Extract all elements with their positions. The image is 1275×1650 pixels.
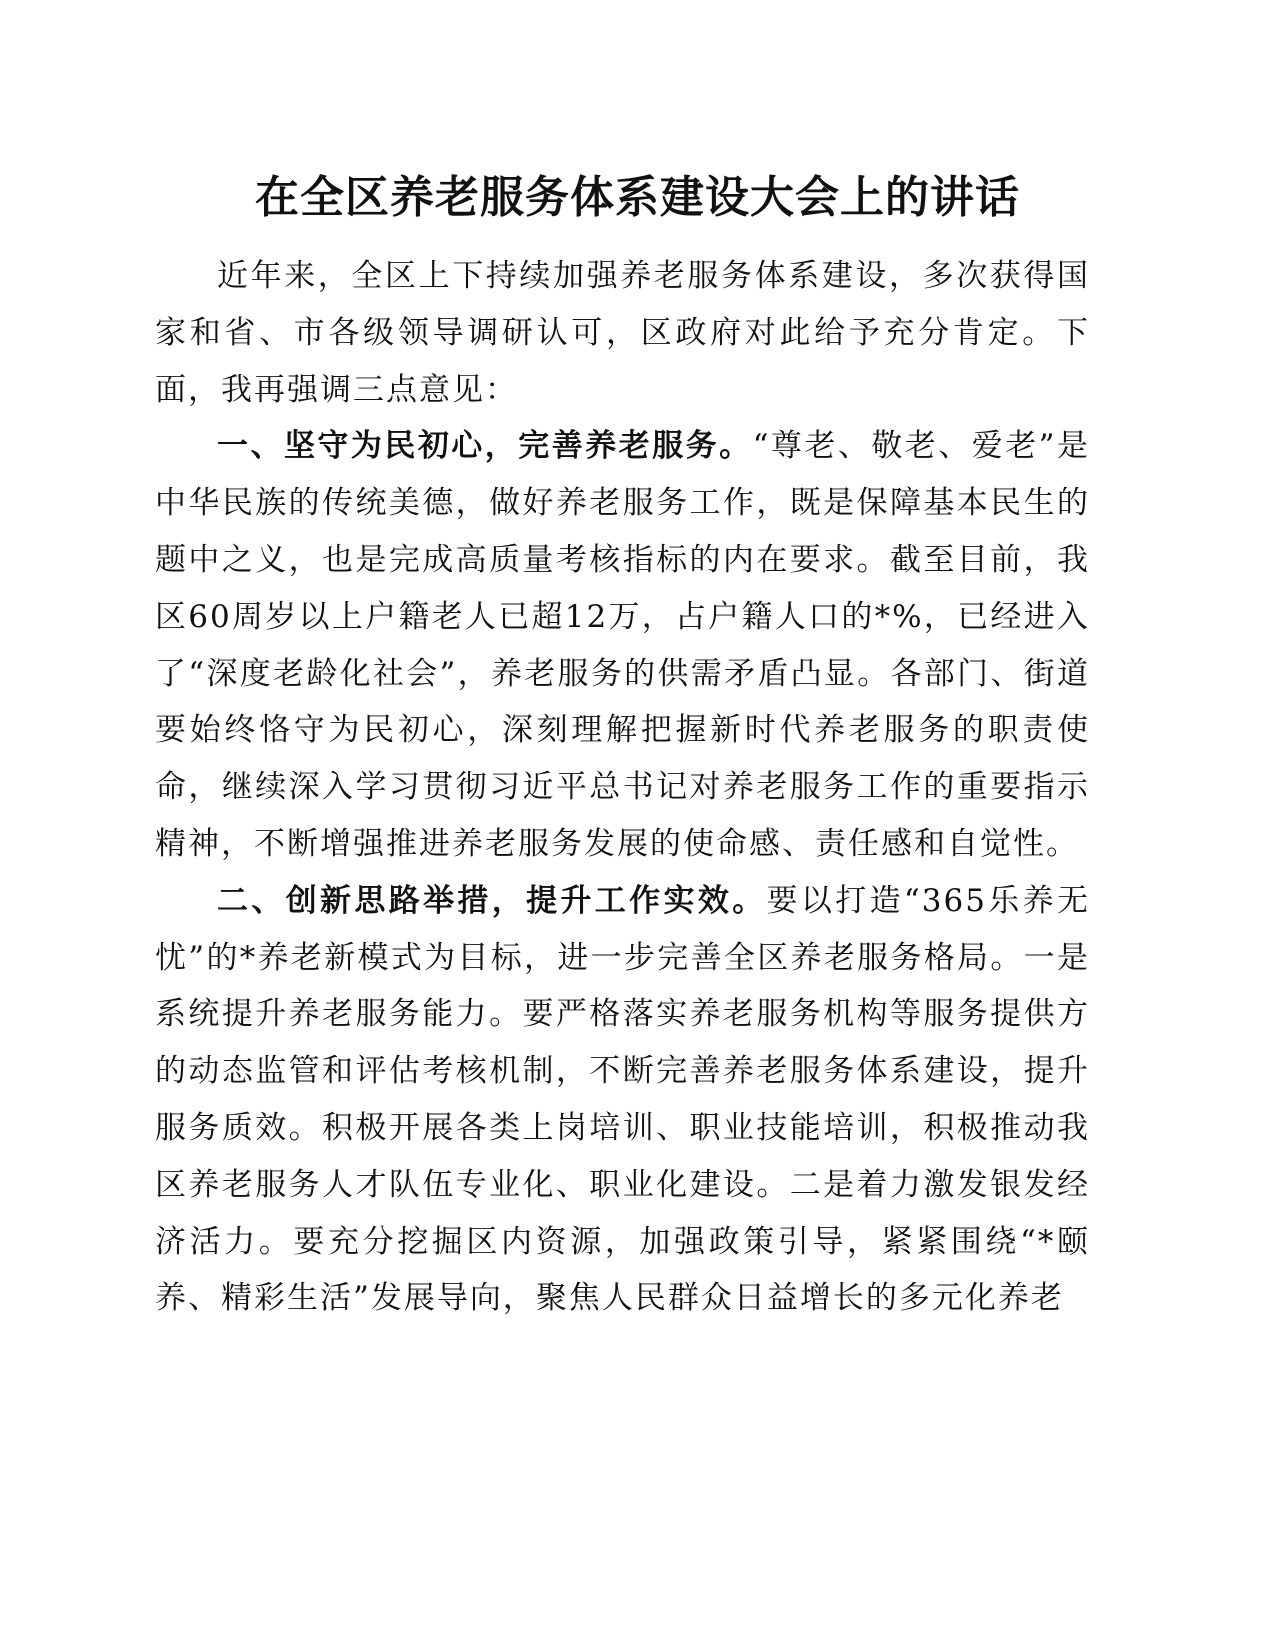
paragraph-section-1 [155, 418, 1090, 872]
paragraph-intro [155, 248, 1090, 418]
paragraph-text: 近年来，全区上下持续加强养老服务体系建设，多次获得国家和省、市各级领导调研认可，区政府对此给予充分肯定。下面，我再强调三点意见： [155, 258, 1090, 408]
section-heading: 一、坚守为民初心，完善养老服务。 [217, 428, 753, 465]
document-title: 在全区养老服务体系建设大会上的讲话 [255, 172, 1020, 223]
section-heading: 二、创新思路举措，提升工作实效。 [217, 882, 767, 919]
paragraph-text: 要以打造“365乐养无忧”的*养老新模式为目标，进一步完善全区养老服务格局。一是系统提升养老服务能力。要严格落实养老服务机构等服务提供方的动态监管和评估考核机制，不断完善养老服务体系建设，提升服务质效。积极开展各类上岗培训、职业技能培训，积极推动我区养老服务人才队伍专业化、职业化建设。二是着力激发银发经济活力。要充分挖掘区内资源，加强政策引导，紧紧围绕“*颐养、精彩生活”发展导向，聚焦人民群众日益增长的多元化养老 [155, 882, 1090, 1317]
paragraph-section-2 [155, 873, 1090, 1327]
paragraph-text: “尊老、敬老、爱老”是中华民族的传统美德，做好养老服务工作，既是保障基本民生的题中之义，也是完成高质量考核指标的内在要求。截至目前，我区60周岁以上户籍老人已超12万，占户籍人口的*%，已经进入了“深度老龄化社会”，养老服务的供需矛盾凸显。各部门、街道要始终恪守为民初心，深刻理解把握新时代养老服务的职责使命，继续深入学习贯彻习近平总书记对养老服务工作的重要指示精神，不断增强推进养老服务发展的使命感、责任感和自觉性。 [155, 428, 1091, 862]
document-body [155, 248, 1090, 1327]
